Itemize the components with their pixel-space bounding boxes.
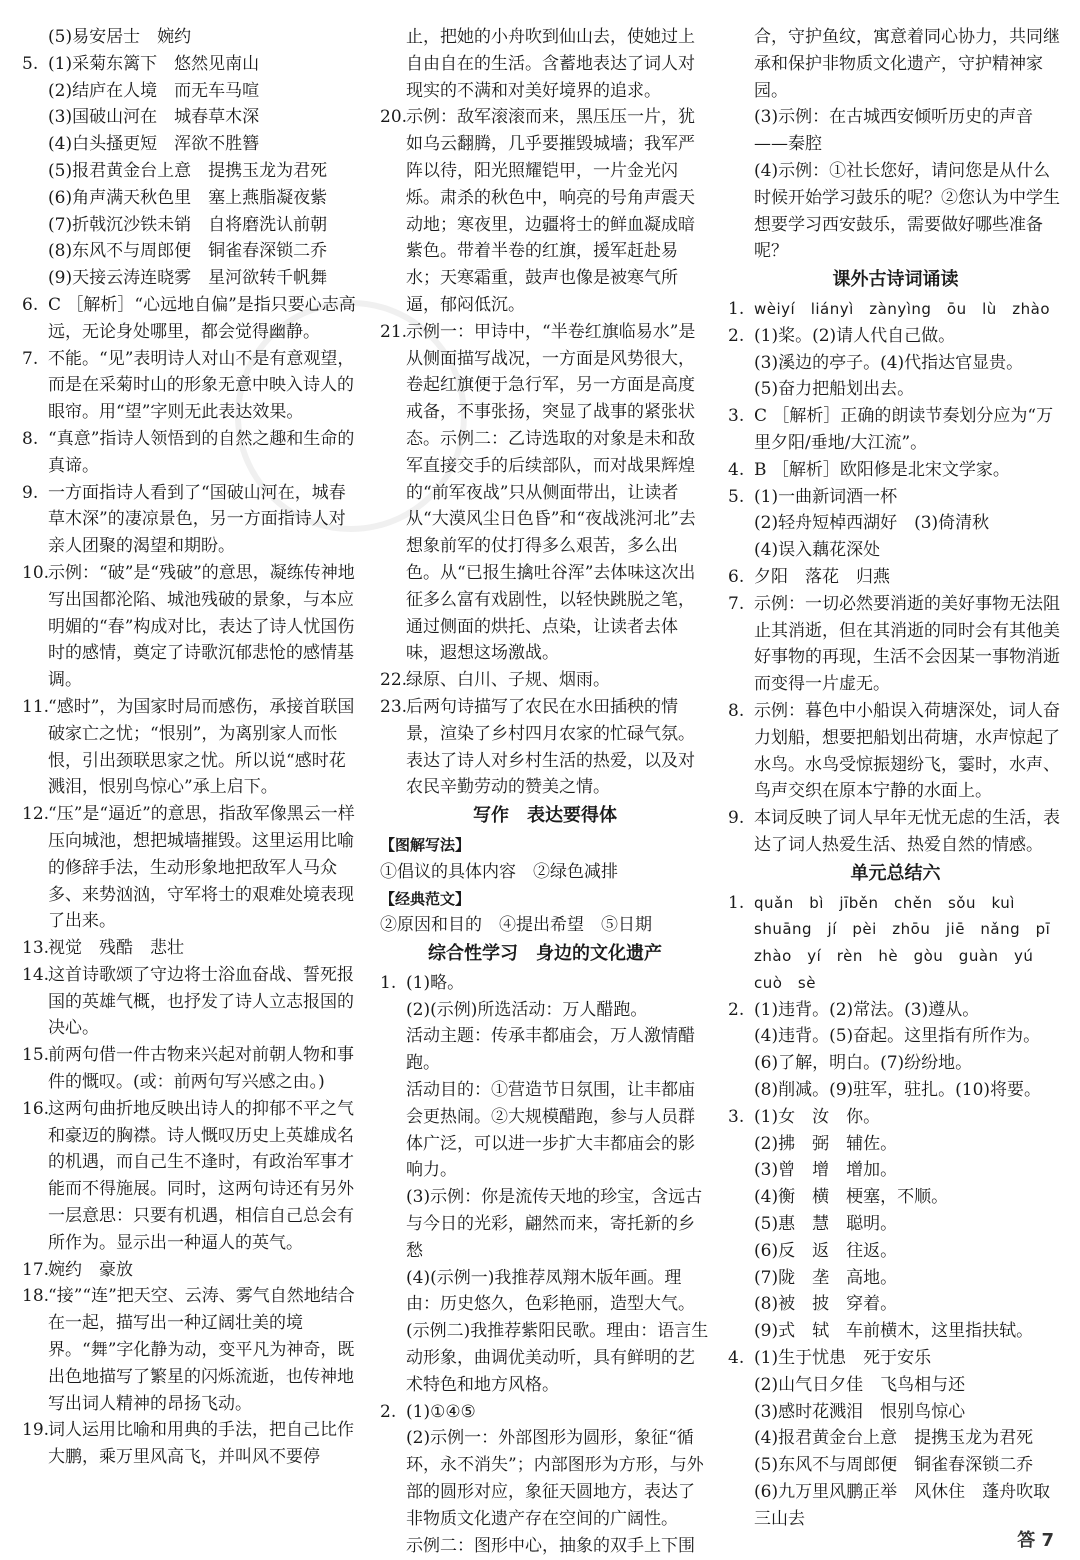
answer-continuation: (3)国破山河在 城春草木深 — [48, 107, 260, 128]
item-number: 8. — [728, 700, 745, 721]
pinyin-line: zhào yí rèn hè gòu guàn yú — [754, 947, 1034, 966]
answer-text: 绿原、白川、子规、烟雨。 — [406, 670, 610, 691]
section-heading: 课外古诗词诵读 — [832, 269, 959, 291]
answer-continuation: (2)结庐在人境 而无车马喧 — [48, 80, 260, 101]
answer-item — [728, 698, 1063, 805]
answer-text: 夕阳 落花 归燕 — [754, 566, 890, 587]
answer-text: C ［解析］正确的朗读节奏划分应为“万里夕阳/垂地/大江流”。 — [754, 406, 1054, 453]
answer-item — [22, 560, 357, 694]
answer-item — [380, 667, 710, 694]
answer-text: 本词反映了词人早年无忧无虑的生活，表达了词人热爱生活、热爱自然的情感。 — [754, 808, 1060, 855]
item-number: 8. — [22, 428, 39, 449]
answer-item — [728, 403, 1063, 457]
answer-continuation: (6)了解，明白。(7)纷纷地。 — [754, 1053, 973, 1074]
answer-item — [22, 694, 357, 801]
item-number: 11. — [22, 696, 50, 717]
answer-line: ①倡议的具体内容 ②绿色减排 — [380, 861, 618, 882]
column-right — [728, 24, 1063, 1533]
item-number: 17. — [22, 1259, 50, 1280]
item-number: 9. — [22, 482, 39, 503]
answer-continuation: (3)曾 增 增加。 — [754, 1160, 898, 1181]
section-heading: 综合性学习 身边的文化遗产 — [428, 943, 662, 965]
item-number: 2. — [380, 1401, 397, 1422]
answer-text: 前两句借一件古物来兴起对前朝人物和事件的慨叹。(或：前两句写兴感之由。) — [48, 1045, 354, 1093]
answer-continuation: (2)山气日夕佳 飞鸟相与还 — [754, 1374, 966, 1395]
item-number: 9. — [728, 808, 745, 829]
item-number: 3. — [728, 406, 745, 427]
answer-continuation: (2)拂 弼 辅佐。 — [754, 1133, 898, 1154]
answer-continuation: (7)陇 垄 高地。 — [754, 1267, 898, 1288]
answer-item — [22, 426, 357, 480]
answer-text: (1)一曲新词酒一杯 — [754, 486, 898, 507]
item-number: 6. — [22, 294, 39, 315]
answer-item — [22, 1042, 357, 1096]
item-number: 21. — [380, 321, 408, 342]
item-number: 10. — [22, 562, 50, 583]
item-number: 7. — [728, 593, 745, 614]
answer-text: 示例：“破”是“残破”的意思，凝练传神地写出国都沦陷、城池残破的景象，与本应明媚的“春”构成对比，表达了诗人忧国伤时的感情，奠定了诗歌沉郁悲怆的感情基调。 — [48, 562, 355, 691]
answer-continuation: 示例二：图形中心，抽象的双手上下围 — [406, 1535, 695, 1556]
answer-item — [380, 970, 710, 997]
answer-item — [380, 1399, 710, 1426]
answer-item — [728, 457, 1063, 484]
sub-heading: 【图解写法】 — [380, 835, 471, 854]
answer-line: ②原因和目的 ④提出希望 ⑤日期 — [380, 915, 652, 936]
answer-text: (1)女 汝 你。 — [754, 1106, 881, 1127]
answer-continuation: (3)溪边的亭子。(4)代指达官显贵。 — [754, 352, 1024, 373]
answer-continuation: 合，守护鱼纹，寓意着同心协力，共同继承和保护非物质文化遗产，守护精神家园。 — [754, 27, 1060, 101]
item-number: 2. — [728, 325, 745, 346]
answer-continuation: (4)(示例一)我推荐凤翔木版年画。理由：历史悠久，色彩艳丽，造型大气。 — [406, 1267, 695, 1315]
answer-continuation: (8)被 披 穿着。 — [754, 1294, 898, 1315]
item-number: 1. — [728, 298, 745, 319]
answer-text: “压”是“逼近”的意思，指敌军像黑云一样压向城池，想把城墙摧毁。这里运用比喻的修辞手法，生动形象地把敌军人马众多、来势汹汹，守军将士的艰难处境表现了出来。 — [48, 804, 355, 932]
answer-text: (1)桨。(2)请人代自己做。 — [754, 325, 956, 346]
pinyin-line: wèiyí liányì zànyìng ōu lù zhào — [754, 299, 1051, 318]
answer-continuation: (4)报君黄金台上意 提携玉龙为君死 — [754, 1428, 1034, 1449]
answer-continuation: (4)示例：①社长您好，请问您是从什么时候开始学习鼓乐的呢？②您认为中学生想要学习西安鼓乐，需要做好哪些准备呢？ — [754, 160, 1060, 262]
sub-heading: 【经典范文】 — [380, 889, 471, 908]
answer-item — [22, 935, 357, 962]
answer-text: 示例：暮色中小船误入荷塘深处，词人奋力划船，想要把船划出荷塘，水声惊起了水鸟。水鸟受惊振翅纷飞，霎时，水声、鸟声交织在原本宁静的水面上。 — [754, 700, 1060, 802]
item-number: 4. — [728, 1348, 745, 1369]
answer-text: (1)生于忧患 死于安乐 — [754, 1348, 932, 1369]
answer-continuation: (3)感时花溅泪 恨别鸟惊心 — [754, 1401, 966, 1422]
answer-item — [22, 51, 357, 78]
answer-item — [22, 1257, 357, 1284]
answer-continuation: (5)奋力把船划出去。 — [754, 379, 915, 400]
answer-continuation: 活动主题：传承丰都庙会，万人激情醋跑。 — [406, 1026, 695, 1074]
item-number: 14. — [22, 964, 50, 985]
answer-continuation: (8)削减。(9)驻军，驻扎。(10)将要。 — [754, 1080, 1042, 1101]
answer-text: 后两句诗描写了农民在水田插秧的情景，渲染了乡村四月农家的忙碌气氛。表达了诗人对乡村生活的热爱，以及对农民辛勤劳动的赞美之情。 — [406, 696, 695, 798]
answer-continuation: 活动目的：①营造节日氛围，让丰都庙会更热闹。②大规模醋跑，参与人员群体广泛，可以进一步扩大丰都庙会的影响力。 — [406, 1080, 695, 1181]
answer-text: 示例：一切必然要消逝的美好事物无法阻止其消逝，但在其消逝的同时会有其他美好事物的再现，生活不会因某一事物消逝而变得一片虚无。 — [754, 593, 1060, 695]
answer-continuation: (5)惠 慧 聪明。 — [754, 1214, 898, 1235]
answer-text: 不能。“见”表明诗人对山不是有意观望，而是在采菊时山的形象无意中映入诗人的眼帘。用“望”字则无此表达效果。 — [48, 348, 355, 423]
answer-text: 婉约 豪放 — [48, 1259, 133, 1280]
answer-continuation: (2)示例一：外部图形为圆形，象征“循环，永不消失”；内部图形为方形，与外部的圆形对应，象征天圆地方，表达了非物质文化遗产存在空间的广阔性。 — [406, 1428, 704, 1529]
item-number: 5. — [22, 53, 39, 74]
answer-text: (1)略。 — [406, 972, 465, 993]
answer-continuation: (2)轻舟短棹西湖好 (3)倚清秋 — [754, 513, 990, 534]
answer-continuation: (6)反 返 往返。 — [754, 1240, 898, 1261]
item-number: 22. — [380, 670, 408, 691]
answer-text: 这首诗歌颂了守边将士浴血奋战、誓死报国的英雄气概，也抒发了诗人立志报国的决心。 — [48, 964, 354, 1039]
answer-continuation: (7)折戟沉沙铁未销 自将磨洗认前朝 — [48, 214, 328, 235]
answer-item — [22, 480, 357, 560]
answer-item — [22, 801, 357, 935]
item-number: 6. — [728, 566, 745, 587]
answer-item — [728, 1104, 1063, 1131]
item-number: 5. — [728, 486, 745, 507]
answer-text: 示例一：甲诗中，“半卷红旗临易水”是从侧面描写战况，一方面是风势很大，卷起红旗便于急行军，另一方面是高度戒备，不事张扬，突显了战事的紧张状态。示例二：乙诗选取的对象是未和敌军直接交手的后续部队，而对战果辉煌的“前军夜战”只从侧面带出，让读者从“大漠风尘日色昏”和“夜战洮河北”去想象前军的仗打得多么艰苦，多么出色。从“已报生擒吐谷浑”去体味这次出征多么富有戏剧性，以轻快跳脱之笔，通过侧面的烘托、点染，让读者去体味，遐想这场激战。 — [406, 321, 696, 664]
item-number: 1. — [380, 972, 397, 993]
answer-item — [728, 484, 1063, 511]
item-number: 16. — [22, 1098, 50, 1119]
item-number: 18. — [22, 1286, 50, 1307]
answer-item — [380, 319, 710, 667]
answer-item — [728, 564, 1063, 591]
answer-text: (1)采菊东篱下 悠然见南山 — [48, 53, 260, 74]
answer-continuation: (5)东风不与周郎便 铜雀春深锁二乔 — [754, 1455, 1034, 1476]
answer-continuation: (示例二)我推荐紫阳民歌。理由：语言生动形象，曲调优美动听，具有鲜明的艺术特色和地方风格。 — [406, 1321, 709, 1395]
answer-text: “感时”，为国家时局而感伤，承接首联国破家亡之忧；“恨别”，为离别家人而怅恨，引出颈联思家之忧。所以说“感时花溅泪，恨别鸟惊心”承上启下。 — [48, 696, 355, 798]
answer-continuation: (4)白头搔更短 浑欲不胜簪 — [48, 134, 260, 155]
item-number: 23. — [380, 696, 408, 717]
answer-item — [728, 997, 1063, 1024]
answer-item — [22, 1096, 357, 1257]
answer-item — [728, 805, 1063, 859]
answer-item — [22, 1417, 357, 1471]
answer-continuation: (6)九万里风鹏正举 风休住 蓬舟吹取三山去 — [754, 1482, 1051, 1529]
answer-item — [728, 890, 1063, 917]
item-number: 7. — [22, 348, 39, 369]
item-number: 15. — [22, 1045, 50, 1066]
answer-continuation: (5)易安居士 婉约 — [48, 27, 192, 47]
answer-continuation: (4)衡 横 梗塞，不顺。 — [754, 1187, 949, 1208]
answer-text: 这两句曲折地反映出诗人的抑郁不平之气和豪迈的胸襟。诗人慨叹历史上英雄成名的机遇，而自己生不逢时，有政治军事才能而不得施展。同时，这两句诗还有另外一层意思：只要有机遇，相信自己总会有所作为。显示出一种逼人的英气。 — [48, 1098, 354, 1253]
answer-text: “接”“连”把天空、云涛、雾气自然地结合在一起，描写出一种辽阔壮美的境界。“舞”字化静为动，变平凡为神奇，既出色地描写了繁星的闪烁流逝，也传神地写出词人精神的昂扬飞动。 — [48, 1286, 355, 1414]
item-number: 20. — [380, 107, 408, 128]
item-number: 1. — [728, 892, 745, 913]
answer-continuation: (9)天接云涛连晓雾 星河欲转千帆舞 — [48, 268, 328, 289]
answer-text: (1)违背。(2)常法。(3)遵从。 — [754, 999, 980, 1020]
page-number: 答 7 — [1017, 1530, 1054, 1551]
answer-text: 词人运用比喻和用典的手法，把自己比作大鹏，乘万里风高飞，并叫风不要停 — [48, 1420, 354, 1468]
pinyin-line: quǎn bì jīběn chěn sǒu kuì — [754, 893, 1015, 912]
answer-continuation: 止，把她的小舟吹到仙山去，使她过上自由自在的生活。含蓄地表达了词人对现实的不满和对美好境界的追求。 — [406, 27, 695, 101]
answer-item — [22, 962, 357, 1042]
answer-text: “真意”指诗人领悟到的自然之趣和生命的真谛。 — [48, 428, 355, 476]
column-left — [22, 24, 357, 1471]
pinyin-line: shuāng jí pèi zhōu jiē nǎng pī — [754, 920, 1051, 939]
answer-item — [380, 694, 710, 801]
answer-continuation: (3)示例：在古城西安倾听历史的声音——秦腔 — [754, 107, 1034, 155]
answer-text: C ［解析］“心远地自偏”是指只要心志高远，无论身处哪里，都会觉得幽静。 — [48, 294, 356, 342]
column-middle — [380, 24, 710, 1559]
answer-continuation: (8)东风不与周郎便 铜雀春深锁二乔 — [48, 241, 328, 262]
answer-continuation: (4)违背。(5)奋起。这里指有所作为。 — [754, 1026, 1041, 1047]
answer-item — [22, 346, 357, 426]
answer-item — [22, 292, 357, 346]
item-number: 19. — [22, 1420, 50, 1441]
answer-text: B ［解析］欧阳修是北宋文学家。 — [754, 459, 1010, 480]
answer-item — [728, 1345, 1063, 1372]
pinyin-line: cuò sè — [754, 973, 816, 992]
section-heading: 写作 表达要得体 — [473, 805, 617, 827]
answer-text: (1)①④⑤ — [406, 1401, 476, 1422]
answer-text: 视觉 残酷 悲壮 — [48, 938, 184, 959]
item-number: 13. — [22, 938, 50, 959]
item-number: 3. — [728, 1106, 745, 1127]
answer-item — [380, 104, 710, 318]
answer-continuation: (5)报君黄金台上意 提携玉龙为君死 — [48, 160, 328, 181]
section-heading: 单元总结六 — [850, 862, 941, 884]
answer-item — [22, 1283, 357, 1417]
answer-continuation: (3)示例：你是流传天地的珍宝，含远古与今日的光彩，翩然而来，寄托新的乡愁 — [406, 1187, 703, 1261]
answer-continuation: (6)角声满天秋色里 塞上燕脂凝夜紫 — [48, 187, 328, 208]
answer-item — [728, 591, 1063, 698]
item-number: 12. — [22, 804, 50, 825]
item-number: 2. — [728, 999, 745, 1020]
answer-text: 示例：敌军滚滚而来，黑压压一片，犹如乌云翻腾，几乎要摧毁城墙；我军严阵以待，阳光照耀铠甲，一片金光闪烁。肃杀的秋色中，响亮的号角声震天动地；寒夜里，边疆将士的鲜血凝成暗紫色。带着半卷的红旗，援军赶赴易水；天寒霜重，鼓声也像是被寒气所逼，郁闷低沉。 — [406, 107, 695, 315]
answer-continuation: (9)式 轼 车前横木，这里指扶轼。 — [754, 1321, 1034, 1342]
answer-item — [728, 296, 1063, 323]
item-number: 4. — [728, 459, 745, 480]
answer-item — [728, 323, 1063, 350]
answer-continuation: (4)误入藕花深处 — [754, 540, 881, 561]
answer-continuation: (2)(示例)所选活动：万人醋跑。 — [406, 999, 648, 1020]
answer-text: 一方面指诗人看到了“国破山河在，城春草木深”的凄凉景色，另一方面指诗人对亲人团聚的渴望和期盼。 — [48, 482, 346, 557]
